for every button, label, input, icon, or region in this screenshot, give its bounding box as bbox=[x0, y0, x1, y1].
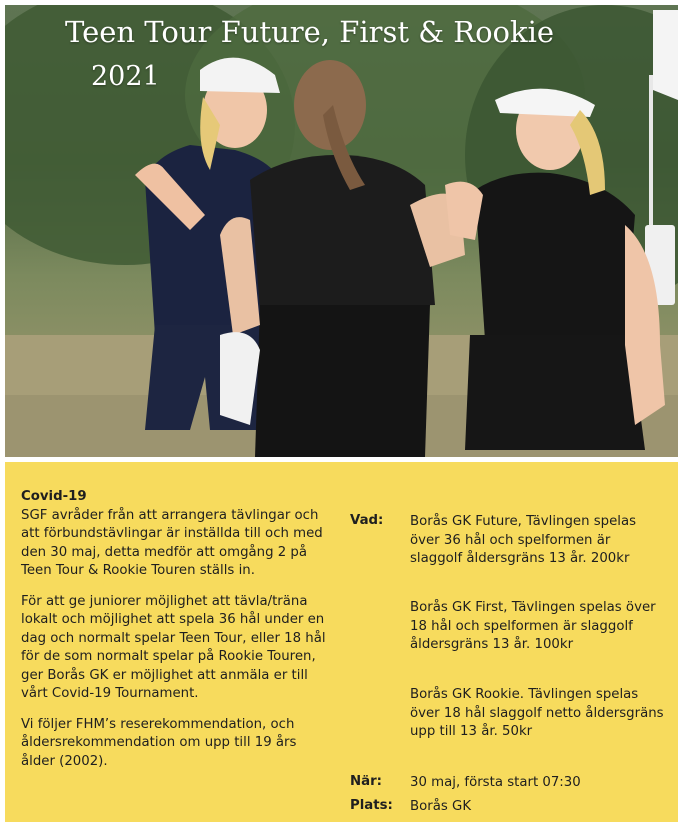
nar-label: När: bbox=[350, 774, 382, 789]
banner-title: Teen Tour Future, First & Rookie bbox=[65, 15, 555, 49]
nar-value: 30 maj, första start 07:30 bbox=[410, 775, 581, 790]
info-panel bbox=[5, 462, 678, 822]
banner-photo bbox=[5, 5, 678, 457]
covid-paragraph: SGF avråder från att arrangera tävlingar och att förbundstävlingar är inställda till och med den 30 maj, detta medför att omgång 2 på Teen Tour & Rookie Touren ställs in. bbox=[21, 507, 323, 578]
vad-item-future: Borås GK Future, Tävlingen spelas över 36 hål och spelformen är slaggolf åldersgräns 13 år. 200kr bbox=[410, 514, 637, 566]
vad-item-rookie: Borås GK Rookie. Tävlingen spelas över 18 hål slaggolf netto åldersgräns upp till 13 år. 50kr bbox=[410, 687, 664, 739]
vad-label: Vad: bbox=[350, 513, 384, 528]
covid-paragraph: För att ge juniorer möjlighet att tävla/träna lokalt och möjlighet att spela 36 hål under en dag och normalt spelar Teen Tour, eller 18 hål för de som normalt spelar på Rookie Touren, ger Borås GK er möjlighet att anmäla er till vårt Covid-19 Tournament. bbox=[21, 593, 326, 701]
plats-value: Borås GK bbox=[410, 799, 472, 814]
covid-heading: Covid-19 bbox=[21, 489, 87, 504]
plats-label: Plats: bbox=[350, 798, 393, 813]
covid-paragraph: Vi följer FHM’s reserekommendation, och åldersrekommendation om upp till 19 års ålder (2002). bbox=[21, 716, 297, 769]
vad-item-first: Borås GK First, Tävlingen spelas över 18 hål och spelformen är slaggolf åldersgräns 13 år. 100kr bbox=[410, 600, 656, 652]
covid-info-column bbox=[21, 488, 326, 783]
banner-year: 2021 bbox=[91, 61, 160, 92]
